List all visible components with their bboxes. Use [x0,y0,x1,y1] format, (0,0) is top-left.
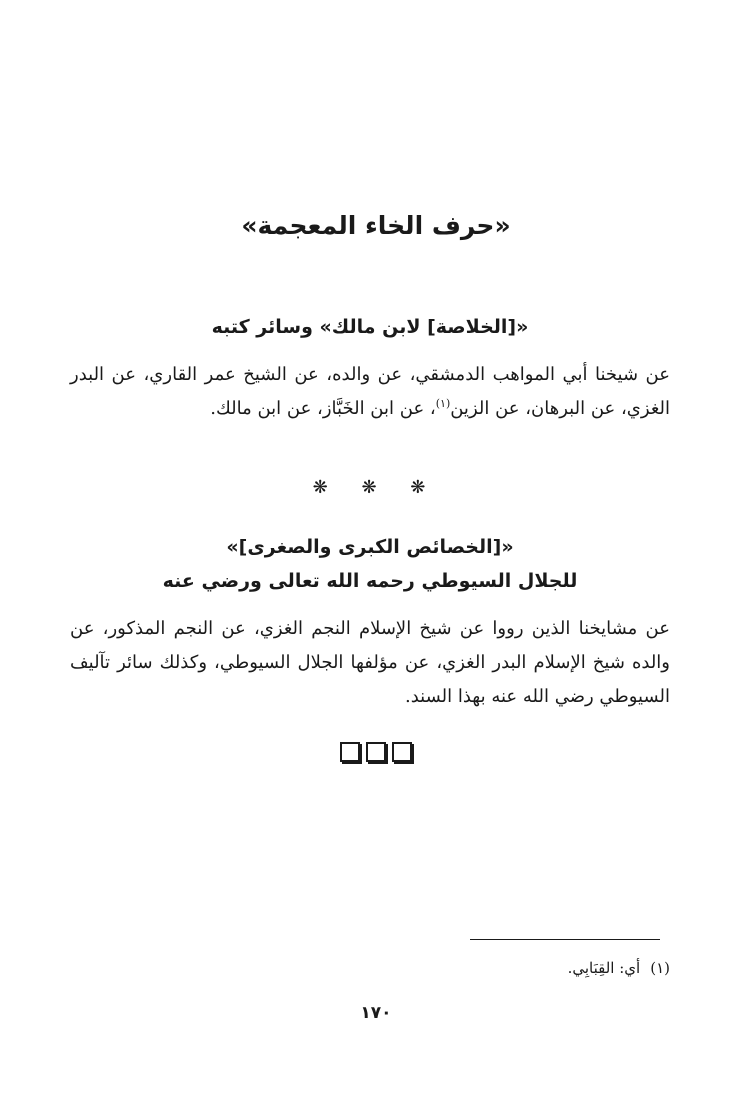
section-text-khulasa [70,358,670,426]
end-ornament [0,742,752,762]
box-ornament-icon [392,742,412,762]
box-ornament-icon [340,742,360,762]
footnote-reference[interactable]: (١) [435,397,451,410]
footnote [370,955,670,981]
footnote-number: (١) [650,959,670,977]
page-number: ١٧٠ [360,1003,392,1023]
section-heading-khasais: «[الخصائص الكبرى والصغرى]» [226,536,514,558]
box-ornament-icon [366,742,386,762]
text-before-note: عن شيخنا أبي المواهب الدمشقي، عن والده، عن الشيخ عمر القاري، عن البدر الغزي، عن البرهان، عن الزين [70,364,670,419]
chapter-title: «حرف الخاء المعجمة» [241,211,511,240]
footnote-divider [470,939,660,940]
section-subheading-suyuti: للجلال السيوطي رحمه الله تعالى ورضي عنه [162,570,578,592]
section-text-khasais: عن مشايخنا الذين رووا عن شيخ الإسلام النجم الغزي، عن النجم المذكور، عن والده شيخ الإسلام البدر الغزي، عن مؤلفها الجلال السيوطي، وكذلك سائر تآليف السيوطي رضي الله عنه بهذا السند. [70,618,670,707]
asterism-separator: ❋ ❋ ❋ [312,477,440,498]
text-after-note: ، عن ابن الخَبَّاز، عن ابن مالك. [210,398,436,419]
footnote-text: أي: القِبَابِي. [567,959,641,977]
section-heading-khulasa: «[الخلاصة] لابن مالك» وسائر كتبه [211,316,529,338]
